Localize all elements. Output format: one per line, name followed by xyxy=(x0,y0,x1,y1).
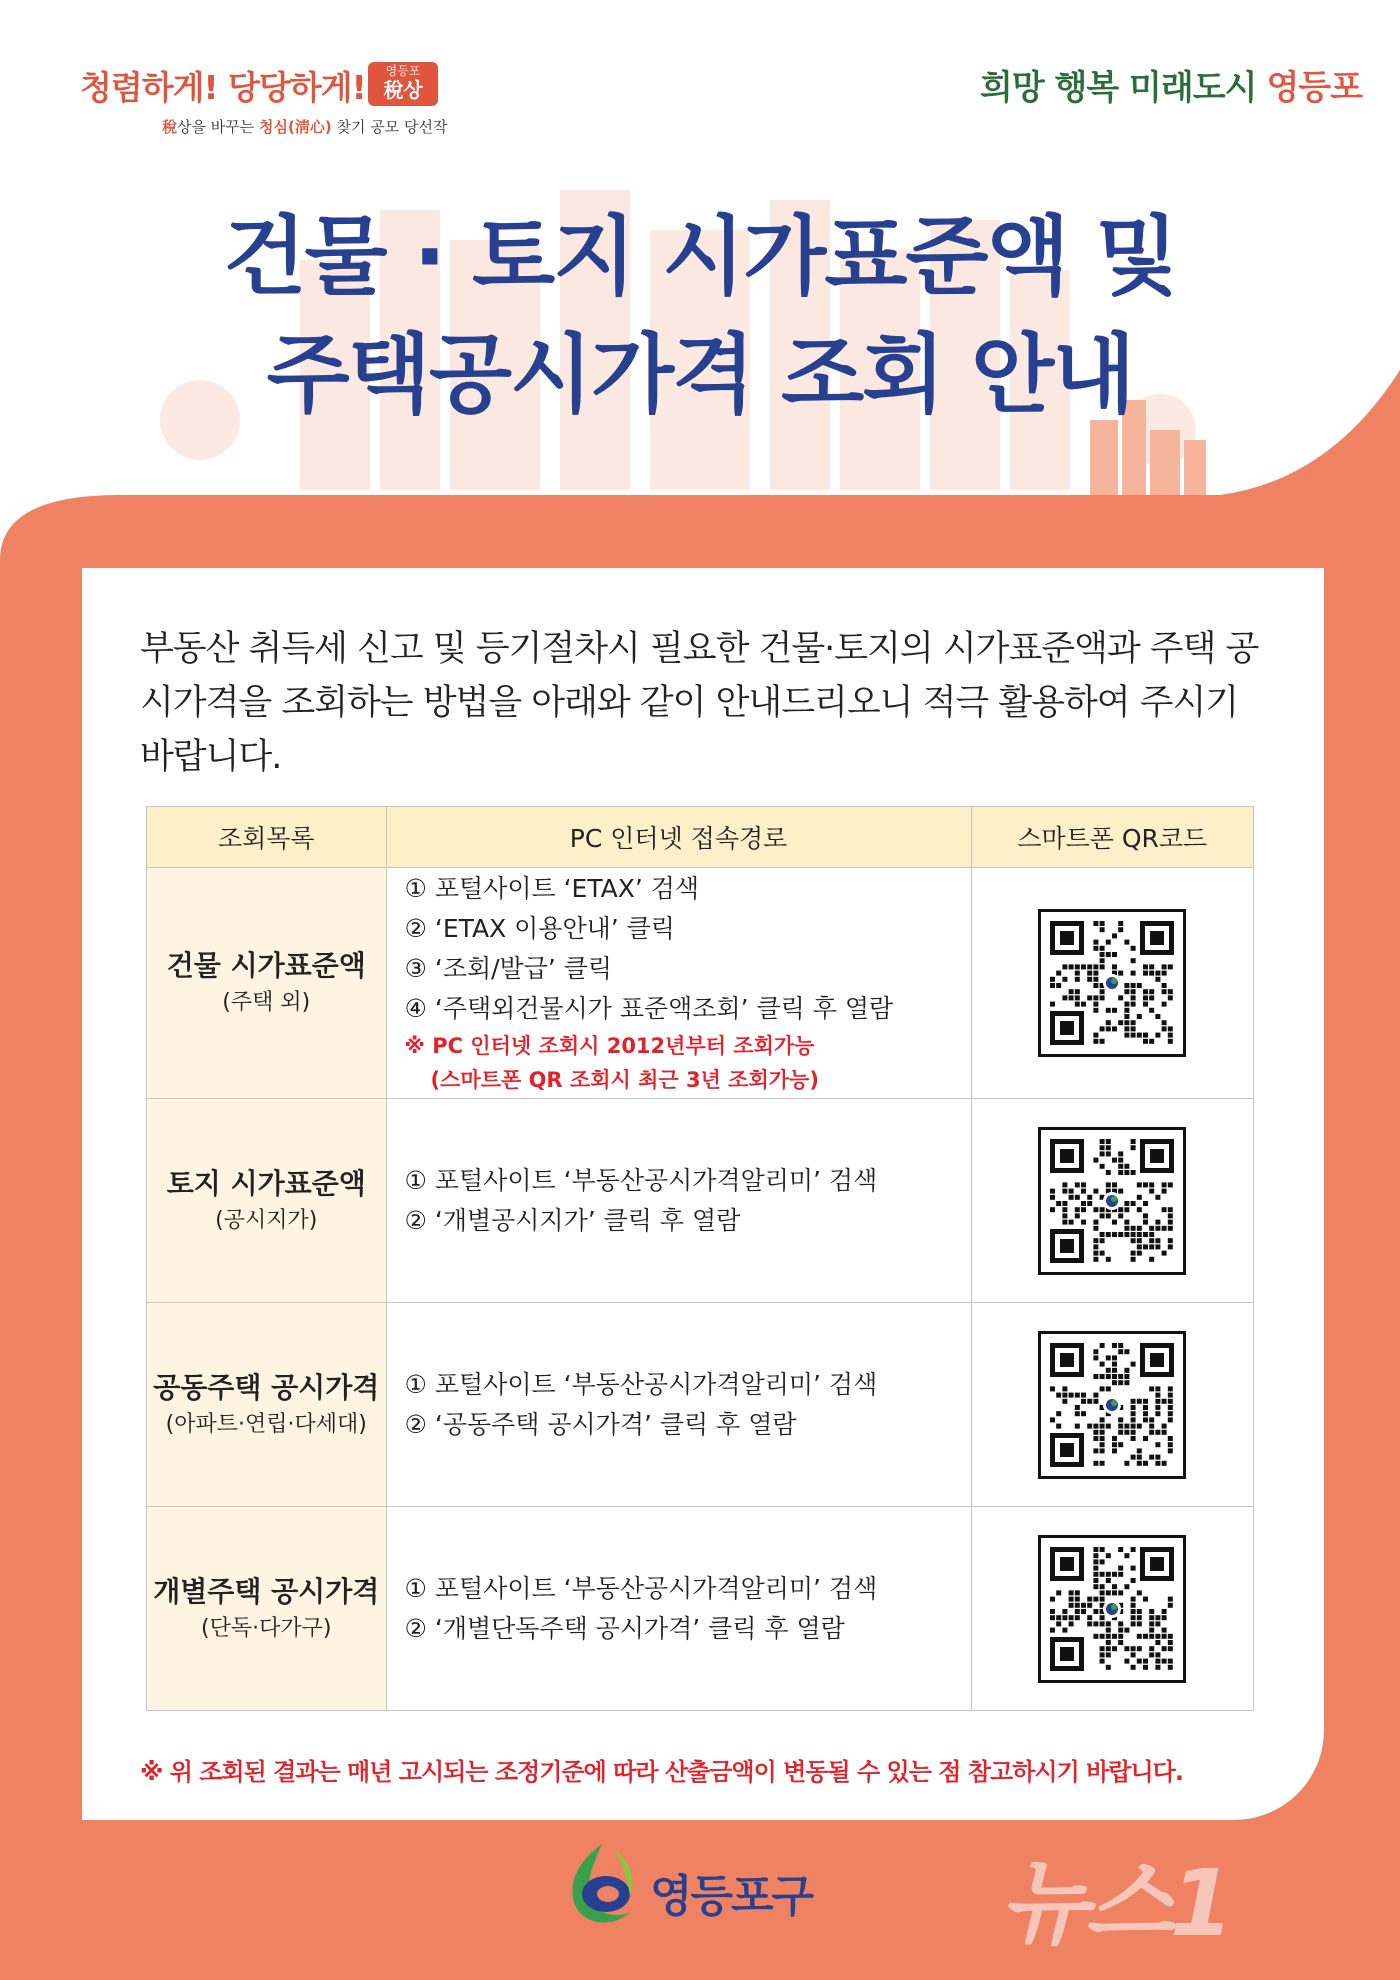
route-note: (스마트폰 QR 조회시 최근 3년 조회가능) xyxy=(430,1068,819,1092)
table-header-row xyxy=(147,807,1254,868)
title-line-2: 주택공시가격 조회 안내 xyxy=(266,325,1134,425)
city-slogan xyxy=(980,60,1362,109)
city-slogan-text: 희망 행복 미래도시 xyxy=(980,68,1257,108)
slogan: 청렴하게! 당당하게! xyxy=(80,68,366,107)
qr-code-icon[interactable] xyxy=(1038,1535,1186,1683)
route-step: ① 포털사이트 ‘부동산공시가격알리미’ 검색 xyxy=(404,1573,878,1603)
yeongdeungpo-logo-icon xyxy=(560,1840,644,1930)
route-step: ② ‘개별단독주택 공시가격’ 클릭 후 열람 xyxy=(404,1613,845,1643)
header-category: 조회목록 xyxy=(147,807,387,868)
category-name: 건물 시가표준액 xyxy=(166,949,366,982)
route-step: ② ‘공동주택 공시가격’ 클릭 후 열람 xyxy=(404,1409,797,1439)
header-qr-code: 스마트폰 QR코드 xyxy=(971,807,1253,868)
tax-seal-logo xyxy=(368,62,438,106)
route-cell xyxy=(386,868,971,1099)
route-step: ① 포털사이트 ‘부동산공시가격알리미’ 검색 xyxy=(404,1369,878,1399)
title-line-1: 건물 · 토지 시가표준액 및 xyxy=(223,207,1177,307)
category-name: 공동주택 공시가격 xyxy=(153,1370,380,1404)
category-name: 개별주택 공시가격 xyxy=(153,1574,380,1608)
route-cell xyxy=(386,1507,971,1711)
category-cell xyxy=(147,1507,387,1711)
subslogan-end: 찾기 공모 당선작 xyxy=(331,118,448,136)
route-step: ② ‘개별공시지가’ 클릭 후 열람 xyxy=(404,1205,741,1235)
category-name: 토지 시가표준액 xyxy=(166,1166,366,1200)
category-sub: (주택 외) xyxy=(222,990,311,1015)
news-watermark: 뉴스1 xyxy=(1000,1850,1230,1957)
category-cell xyxy=(147,1303,387,1507)
category-sub: (공시지가) xyxy=(215,1207,318,1233)
category-sub: (아파트·연립·다세대) xyxy=(165,1411,367,1437)
district-logo-text: 영등포구 xyxy=(650,1871,813,1922)
qr-cell xyxy=(971,1303,1253,1507)
seal-top-text: 영등포 xyxy=(385,64,421,78)
footnote: ※ 위 조회된 결과는 매년 고시되는 조정기준에 따라 산출금액이 변동될 수 있는 점 참고하시기 바랍니다. xyxy=(140,1758,1183,1786)
route-step: ④ ‘주택외건물시가 표준액조회’ 클릭 후 열람 xyxy=(404,994,894,1023)
route-step: ① 포털사이트 ‘부동산공시가격알리미’ 검색 xyxy=(404,1165,878,1195)
subslogan xyxy=(162,116,447,137)
inquiry-guide-table xyxy=(146,806,1254,1711)
table-row xyxy=(147,1099,1254,1303)
header-pc-route: PC 인터넷 접속경로 xyxy=(386,807,971,868)
route-cell xyxy=(386,1303,971,1507)
city-name: 영등포 xyxy=(1266,68,1362,108)
category-cell xyxy=(147,868,387,1099)
route-note: ※ PC 인터넷 조회시 2012년부터 조회가능 xyxy=(404,1034,815,1058)
qr-code-icon[interactable] xyxy=(1038,1331,1186,1479)
table-row xyxy=(147,868,1254,1099)
route-step: ③ ‘조회/발급’ 클릭 xyxy=(404,954,613,983)
seal-main-text: 稅상 xyxy=(383,78,423,102)
qr-cell xyxy=(971,868,1253,1099)
subslogan-tax-char: 稅 xyxy=(162,118,178,136)
qr-code-icon[interactable] xyxy=(1038,1127,1186,1275)
category-cell xyxy=(147,1099,387,1303)
subslogan-highlight: 청심(淸心) xyxy=(259,118,332,136)
table-row xyxy=(147,1507,1254,1711)
subslogan-text: 상을 바꾸는 xyxy=(177,118,260,136)
page-title xyxy=(0,198,1400,434)
qr-cell xyxy=(971,1099,1253,1303)
category-sub: (단독·다가구) xyxy=(201,1615,332,1641)
table-row xyxy=(147,1303,1254,1507)
route-step: ① 포털사이트 ‘ETAX’ 검색 xyxy=(404,874,700,903)
intro-paragraph: 부동산 취득세 신고 및 등기절차시 필요한 건물·토지의 시가표준액과 주택 공시가격을 조회하는 방법을 아래와 같이 안내드리오니 적극 활용하여 주시기 바랍니다. xyxy=(140,629,1259,777)
qr-cell xyxy=(971,1507,1253,1711)
route-cell xyxy=(386,1099,971,1303)
route-step: ② ‘ETAX 이용안내’ 클릭 xyxy=(404,914,675,943)
qr-code-icon[interactable] xyxy=(1038,909,1186,1057)
